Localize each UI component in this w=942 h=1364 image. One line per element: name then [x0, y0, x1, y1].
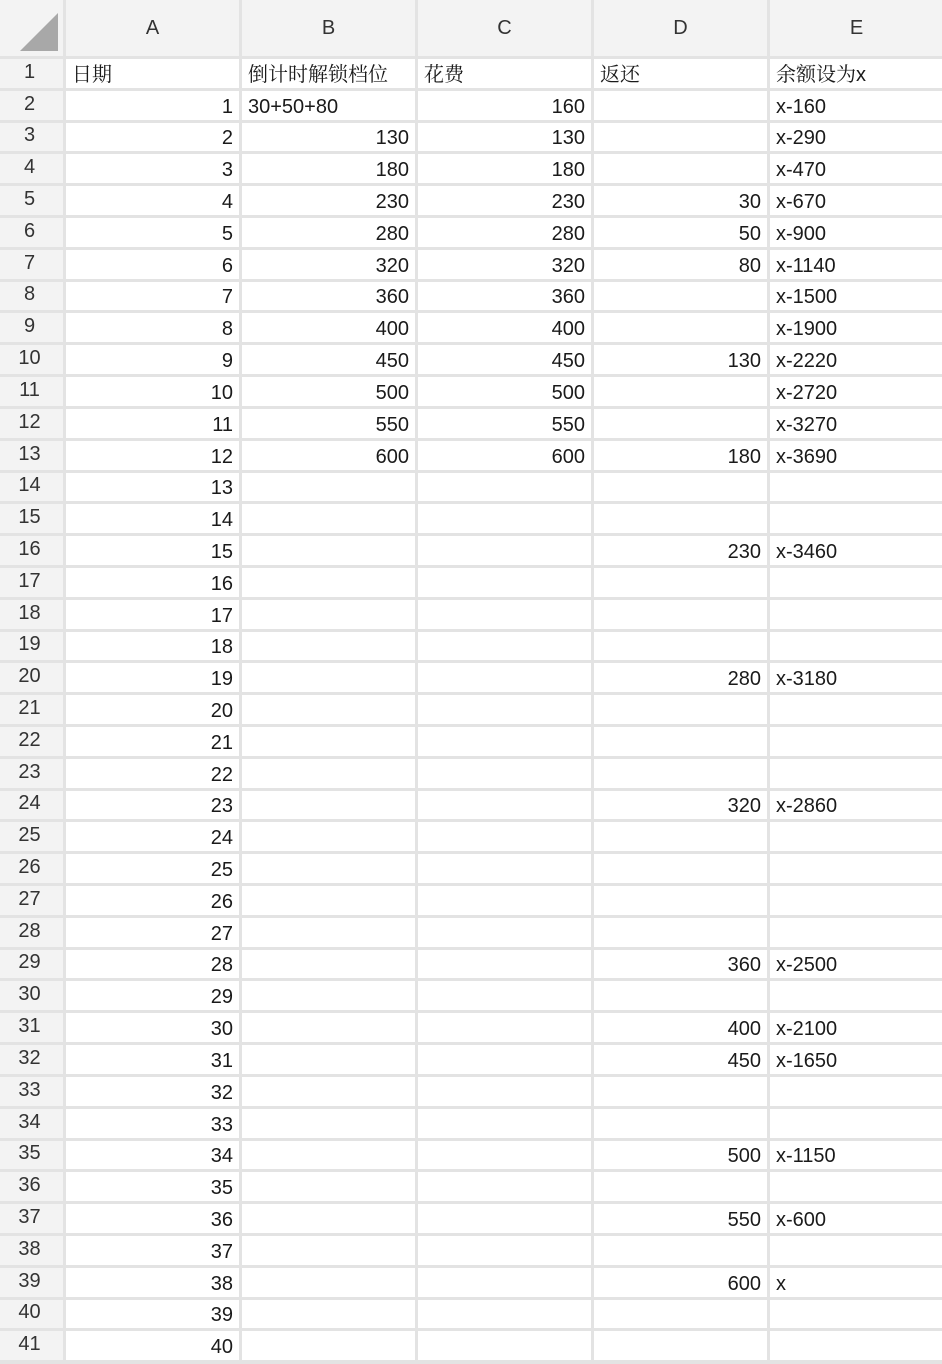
- row-header-19[interactable]: 19: [0, 632, 63, 660]
- cell-b24[interactable]: [242, 791, 415, 819]
- cell-e37[interactable]: x-600: [770, 1204, 942, 1233]
- cell-e38[interactable]: [770, 1236, 942, 1265]
- cell-b14[interactable]: [242, 473, 415, 501]
- cell-a35[interactable]: 34: [66, 1141, 239, 1169]
- cell-e27[interactable]: [770, 886, 942, 915]
- row-header-40[interactable]: 40: [0, 1300, 63, 1328]
- cell-a5[interactable]: 4: [66, 186, 239, 215]
- cell-e26[interactable]: [770, 854, 942, 883]
- cell-d25[interactable]: [594, 822, 767, 851]
- cell-d31[interactable]: 400: [594, 1013, 767, 1042]
- cell-c10[interactable]: 450: [418, 345, 591, 374]
- cell-e30[interactable]: [770, 981, 942, 1010]
- cell-e29[interactable]: x-2500: [770, 950, 942, 978]
- cell-a21[interactable]: 20: [66, 695, 239, 724]
- cell-c8[interactable]: 360: [418, 282, 591, 310]
- cell-b10[interactable]: 450: [242, 345, 415, 374]
- row-header-37[interactable]: 37: [0, 1204, 63, 1233]
- select-all-corner[interactable]: [0, 0, 63, 56]
- cell-c40[interactable]: [418, 1300, 591, 1328]
- cell-b32[interactable]: [242, 1045, 415, 1074]
- cell-a9[interactable]: 8: [66, 313, 239, 342]
- cell-c4[interactable]: 180: [418, 154, 591, 183]
- cell-a13[interactable]: 12: [66, 441, 239, 470]
- cell-a31[interactable]: 30: [66, 1013, 239, 1042]
- select-all-triangle-icon: [0, 0, 63, 56]
- cell-b22[interactable]: [242, 727, 415, 756]
- row-header-24[interactable]: 24: [0, 791, 63, 819]
- cell-e16[interactable]: x-3460: [770, 536, 942, 565]
- cell-a36[interactable]: 35: [66, 1172, 239, 1201]
- row-header-22[interactable]: 22: [0, 727, 63, 756]
- cell-e1[interactable]: 余额设为x: [770, 59, 942, 88]
- cell-b23[interactable]: [242, 759, 415, 788]
- cell-d23[interactable]: [594, 759, 767, 788]
- cell-c38[interactable]: [418, 1236, 591, 1265]
- row-header-15[interactable]: 15: [0, 504, 63, 533]
- row-header-10[interactable]: 10: [0, 345, 63, 374]
- cell-e14[interactable]: [770, 473, 942, 501]
- cell-b33[interactable]: [242, 1077, 415, 1106]
- cell-d9[interactable]: [594, 313, 767, 342]
- cell-a25[interactable]: 24: [66, 822, 239, 851]
- cell-e23[interactable]: [770, 759, 942, 788]
- cell-a32[interactable]: 31: [66, 1045, 239, 1074]
- row-header-1[interactable]: 1: [0, 59, 63, 88]
- row-header-26[interactable]: 26: [0, 854, 63, 883]
- cell-a14[interactable]: 13: [66, 473, 239, 501]
- cell-b9[interactable]: 400: [242, 313, 415, 342]
- cell-c2[interactable]: 160: [418, 91, 591, 120]
- cell-d17[interactable]: [594, 568, 767, 597]
- cell-b25[interactable]: [242, 822, 415, 851]
- cell-c41[interactable]: [418, 1331, 591, 1360]
- cell-e25[interactable]: [770, 822, 942, 851]
- cell-c23[interactable]: [418, 759, 591, 788]
- cell-d27[interactable]: [594, 886, 767, 915]
- row-header-5[interactable]: 5: [0, 186, 63, 215]
- cell-b30[interactable]: [242, 981, 415, 1010]
- cell-e6[interactable]: x-900: [770, 218, 942, 247]
- cell-d33[interactable]: [594, 1077, 767, 1106]
- cell-a2[interactable]: 1: [66, 91, 239, 120]
- cell-a29[interactable]: 28: [66, 950, 239, 978]
- cell-d22[interactable]: [594, 727, 767, 756]
- cell-c19[interactable]: [418, 632, 591, 660]
- cell-e21[interactable]: [770, 695, 942, 724]
- cell-e3[interactable]: x-290: [770, 123, 942, 151]
- cell-e22[interactable]: [770, 727, 942, 756]
- cell-d16[interactable]: 230: [594, 536, 767, 565]
- cell-d29[interactable]: 360: [594, 950, 767, 978]
- cell-c13[interactable]: 600: [418, 441, 591, 470]
- cell-b17[interactable]: [242, 568, 415, 597]
- cell-d13[interactable]: 180: [594, 441, 767, 470]
- cell-b3[interactable]: 130: [242, 123, 415, 151]
- cell-e31[interactable]: x-2100: [770, 1013, 942, 1042]
- cell-c17[interactable]: [418, 568, 591, 597]
- row-header-14[interactable]: 14: [0, 473, 63, 501]
- cell-e20[interactable]: x-3180: [770, 663, 942, 692]
- cell-c21[interactable]: [418, 695, 591, 724]
- cell-b12[interactable]: 550: [242, 409, 415, 438]
- cell-c1[interactable]: 花费: [418, 59, 591, 88]
- cell-d8[interactable]: [594, 282, 767, 310]
- cell-a41[interactable]: 40: [66, 1331, 239, 1360]
- cell-d3[interactable]: [594, 123, 767, 151]
- cell-a22[interactable]: 21: [66, 727, 239, 756]
- cell-c15[interactable]: [418, 504, 591, 533]
- row-header-6[interactable]: 6: [0, 218, 63, 247]
- column-header-a[interactable]: A: [66, 0, 239, 56]
- cell-a15[interactable]: 14: [66, 504, 239, 533]
- cell-a7[interactable]: 6: [66, 250, 239, 279]
- cell-c27[interactable]: [418, 886, 591, 915]
- cell-a4[interactable]: 3: [66, 154, 239, 183]
- cell-c6[interactable]: 280: [418, 218, 591, 247]
- cell-a10[interactable]: 9: [66, 345, 239, 374]
- cell-b4[interactable]: 180: [242, 154, 415, 183]
- cell-b26[interactable]: [242, 854, 415, 883]
- cell-b15[interactable]: [242, 504, 415, 533]
- cell-d30[interactable]: [594, 981, 767, 1010]
- cell-b1[interactable]: 倒计时解锁档位: [242, 59, 415, 88]
- cell-d7[interactable]: 80: [594, 250, 767, 279]
- cell-e17[interactable]: [770, 568, 942, 597]
- cell-c20[interactable]: [418, 663, 591, 692]
- cell-b20[interactable]: [242, 663, 415, 692]
- cell-c28[interactable]: [418, 918, 591, 947]
- cell-b29[interactable]: [242, 950, 415, 978]
- cell-b8[interactable]: 360: [242, 282, 415, 310]
- cell-d15[interactable]: [594, 504, 767, 533]
- cell-b31[interactable]: [242, 1013, 415, 1042]
- row-header-30[interactable]: 30: [0, 981, 63, 1010]
- row-header-29[interactable]: 29: [0, 950, 63, 978]
- cell-d32[interactable]: 450: [594, 1045, 767, 1074]
- cell-c5[interactable]: 230: [418, 186, 591, 215]
- cell-b41[interactable]: [242, 1331, 415, 1360]
- cell-b37[interactable]: [242, 1204, 415, 1233]
- cell-d6[interactable]: 50: [594, 218, 767, 247]
- row-header-7[interactable]: 7: [0, 250, 63, 279]
- row-header-41[interactable]: 41: [0, 1331, 63, 1360]
- cell-e40[interactable]: [770, 1300, 942, 1328]
- row-header-27[interactable]: 27: [0, 886, 63, 915]
- cell-c39[interactable]: [418, 1268, 591, 1297]
- cell-a3[interactable]: 2: [66, 123, 239, 151]
- cell-b27[interactable]: [242, 886, 415, 915]
- cell-a11[interactable]: 10: [66, 377, 239, 406]
- cell-b21[interactable]: [242, 695, 415, 724]
- cell-b35[interactable]: [242, 1141, 415, 1169]
- cell-b13[interactable]: 600: [242, 441, 415, 470]
- cell-d26[interactable]: [594, 854, 767, 883]
- cell-d2[interactable]: [594, 91, 767, 120]
- row-header-18[interactable]: 18: [0, 600, 63, 629]
- cell-e18[interactable]: [770, 600, 942, 629]
- column-header-d[interactable]: D: [594, 0, 767, 56]
- cell-b34[interactable]: [242, 1109, 415, 1138]
- cell-c7[interactable]: 320: [418, 250, 591, 279]
- cell-e39[interactable]: x: [770, 1268, 942, 1297]
- cell-e12[interactable]: x-3270: [770, 409, 942, 438]
- cell-e36[interactable]: [770, 1172, 942, 1201]
- cell-e28[interactable]: [770, 918, 942, 947]
- cell-e7[interactable]: x-1140: [770, 250, 942, 279]
- row-header-35[interactable]: 35: [0, 1141, 63, 1169]
- cell-a27[interactable]: 26: [66, 886, 239, 915]
- cell-a40[interactable]: 39: [66, 1300, 239, 1328]
- cell-c14[interactable]: [418, 473, 591, 501]
- cell-e19[interactable]: [770, 632, 942, 660]
- cell-e4[interactable]: x-470: [770, 154, 942, 183]
- cell-b18[interactable]: [242, 600, 415, 629]
- cell-e9[interactable]: x-1900: [770, 313, 942, 342]
- cell-e13[interactable]: x-3690: [770, 441, 942, 470]
- cell-d12[interactable]: [594, 409, 767, 438]
- row-header-23[interactable]: 23: [0, 759, 63, 788]
- cell-c29[interactable]: [418, 950, 591, 978]
- cell-e33[interactable]: [770, 1077, 942, 1106]
- cell-a17[interactable]: 16: [66, 568, 239, 597]
- cell-b19[interactable]: [242, 632, 415, 660]
- cell-b40[interactable]: [242, 1300, 415, 1328]
- cell-a33[interactable]: 32: [66, 1077, 239, 1106]
- cell-e8[interactable]: x-1500: [770, 282, 942, 310]
- cell-d1[interactable]: 返还: [594, 59, 767, 88]
- cell-b2[interactable]: 30+50+80: [242, 91, 415, 120]
- cell-c16[interactable]: [418, 536, 591, 565]
- cell-d35[interactable]: 500: [594, 1141, 767, 1169]
- cell-c12[interactable]: 550: [418, 409, 591, 438]
- row-header-8[interactable]: 8: [0, 282, 63, 310]
- cell-e15[interactable]: [770, 504, 942, 533]
- cell-a37[interactable]: 36: [66, 1204, 239, 1233]
- cell-a19[interactable]: 18: [66, 632, 239, 660]
- cell-e32[interactable]: x-1650: [770, 1045, 942, 1074]
- cell-a34[interactable]: 33: [66, 1109, 239, 1138]
- cell-a12[interactable]: 11: [66, 409, 239, 438]
- cell-a24[interactable]: 23: [66, 791, 239, 819]
- cell-e34[interactable]: [770, 1109, 942, 1138]
- cell-a28[interactable]: 27: [66, 918, 239, 947]
- row-header-2[interactable]: 2: [0, 91, 63, 120]
- cell-b16[interactable]: [242, 536, 415, 565]
- cell-c33[interactable]: [418, 1077, 591, 1106]
- cell-d4[interactable]: [594, 154, 767, 183]
- cell-d39[interactable]: 600: [594, 1268, 767, 1297]
- cell-b38[interactable]: [242, 1236, 415, 1265]
- cell-c37[interactable]: [418, 1204, 591, 1233]
- cell-d20[interactable]: 280: [594, 663, 767, 692]
- cell-c30[interactable]: [418, 981, 591, 1010]
- row-header-4[interactable]: 4: [0, 154, 63, 183]
- row-header-34[interactable]: 34: [0, 1109, 63, 1138]
- cell-e2[interactable]: x-160: [770, 91, 942, 120]
- row-header-39[interactable]: 39: [0, 1268, 63, 1297]
- cell-a39[interactable]: 38: [66, 1268, 239, 1297]
- cell-c34[interactable]: [418, 1109, 591, 1138]
- cell-e10[interactable]: x-2220: [770, 345, 942, 374]
- cell-d34[interactable]: [594, 1109, 767, 1138]
- cell-a23[interactable]: 22: [66, 759, 239, 788]
- cell-c36[interactable]: [418, 1172, 591, 1201]
- row-header-12[interactable]: 12: [0, 409, 63, 438]
- column-header-e[interactable]: E: [770, 0, 942, 56]
- cell-d24[interactable]: 320: [594, 791, 767, 819]
- cell-d28[interactable]: [594, 918, 767, 947]
- row-header-25[interactable]: 25: [0, 822, 63, 851]
- cell-c31[interactable]: [418, 1013, 591, 1042]
- row-header-13[interactable]: 13: [0, 441, 63, 470]
- row-header-9[interactable]: 9: [0, 313, 63, 342]
- cell-a6[interactable]: 5: [66, 218, 239, 247]
- cell-d5[interactable]: 30: [594, 186, 767, 215]
- cell-b39[interactable]: [242, 1268, 415, 1297]
- row-header-28[interactable]: 28: [0, 918, 63, 947]
- row-header-16[interactable]: 16: [0, 536, 63, 565]
- cell-a20[interactable]: 19: [66, 663, 239, 692]
- cell-d14[interactable]: [594, 473, 767, 501]
- cell-d21[interactable]: [594, 695, 767, 724]
- cell-e11[interactable]: x-2720: [770, 377, 942, 406]
- cell-d40[interactable]: [594, 1300, 767, 1328]
- cell-a38[interactable]: 37: [66, 1236, 239, 1265]
- cell-d11[interactable]: [594, 377, 767, 406]
- row-header-11[interactable]: 11: [0, 377, 63, 406]
- cell-e5[interactable]: x-670: [770, 186, 942, 215]
- row-header-32[interactable]: 32: [0, 1045, 63, 1074]
- cell-d41[interactable]: [594, 1331, 767, 1360]
- cell-d38[interactable]: [594, 1236, 767, 1265]
- cell-b36[interactable]: [242, 1172, 415, 1201]
- cell-c25[interactable]: [418, 822, 591, 851]
- cell-e41[interactable]: [770, 1331, 942, 1360]
- cell-c35[interactable]: [418, 1141, 591, 1169]
- row-header-36[interactable]: 36: [0, 1172, 63, 1201]
- cell-c18[interactable]: [418, 600, 591, 629]
- cell-a8[interactable]: 7: [66, 282, 239, 310]
- cell-e24[interactable]: x-2860: [770, 791, 942, 819]
- row-header-17[interactable]: 17: [0, 568, 63, 597]
- cell-b6[interactable]: 280: [242, 218, 415, 247]
- column-header-c[interactable]: C: [418, 0, 591, 56]
- cell-b28[interactable]: [242, 918, 415, 947]
- cell-d19[interactable]: [594, 632, 767, 660]
- cell-d18[interactable]: [594, 600, 767, 629]
- cell-c11[interactable]: 500: [418, 377, 591, 406]
- cell-c3[interactable]: 130: [418, 123, 591, 151]
- cell-a16[interactable]: 15: [66, 536, 239, 565]
- row-header-38[interactable]: 38: [0, 1236, 63, 1265]
- cell-b7[interactable]: 320: [242, 250, 415, 279]
- cell-d10[interactable]: 130: [594, 345, 767, 374]
- cell-d37[interactable]: 550: [594, 1204, 767, 1233]
- row-header-20[interactable]: 20: [0, 663, 63, 692]
- cell-c9[interactable]: 400: [418, 313, 591, 342]
- cell-c22[interactable]: [418, 727, 591, 756]
- cell-c24[interactable]: [418, 791, 591, 819]
- row-header-33[interactable]: 33: [0, 1077, 63, 1106]
- cell-a30[interactable]: 29: [66, 981, 239, 1010]
- cell-e35[interactable]: x-1150: [770, 1141, 942, 1169]
- row-header-21[interactable]: 21: [0, 695, 63, 724]
- row-header-31[interactable]: 31: [0, 1013, 63, 1042]
- cell-a26[interactable]: 25: [66, 854, 239, 883]
- cell-c32[interactable]: [418, 1045, 591, 1074]
- column-header-b[interactable]: B: [242, 0, 415, 56]
- cell-b5[interactable]: 230: [242, 186, 415, 215]
- row-header-3[interactable]: 3: [0, 123, 63, 151]
- cell-a18[interactable]: 17: [66, 600, 239, 629]
- cell-b11[interactable]: 500: [242, 377, 415, 406]
- cell-d36[interactable]: [594, 1172, 767, 1201]
- cell-a1[interactable]: 日期: [66, 59, 239, 88]
- cell-c26[interactable]: [418, 854, 591, 883]
